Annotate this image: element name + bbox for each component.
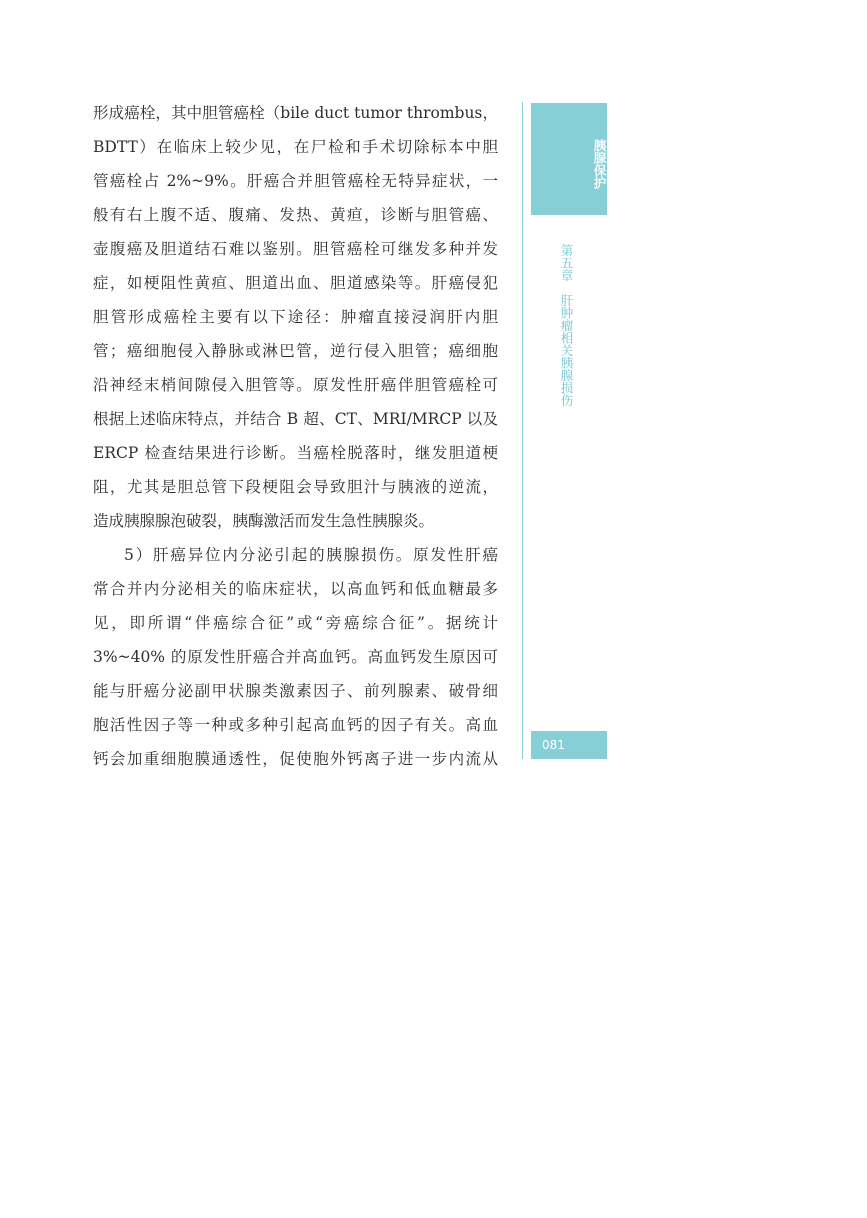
text-line: ERCP 检查结果进行诊断。当癌栓脱落时，继发胆道梗: [93, 444, 498, 462]
chapter-title: 肝肿瘤相关胰腺损伤: [559, 293, 574, 406]
text-line: 壶腹癌及胆道结石难以鉴别。胆管癌栓可继发多种并发: [93, 240, 498, 258]
chapter-heading: [554, 244, 574, 406]
text-line: 胆管形成癌栓主要有以下途径：肿瘤直接浸润肝内胆: [93, 308, 498, 326]
text-line: 沿神经末梢间隙侵入胆管等。原发性肝癌伴胆管癌栓可: [93, 376, 498, 394]
body-text: [93, 96, 498, 776]
text-line: 形成癌栓，其中胆管癌栓（bile duct tumor thrombus，: [93, 104, 498, 122]
book-title: 胰腺保护: [592, 139, 607, 189]
book-title-tab: [531, 103, 607, 215]
text-line: 造成胰腺腺泡破裂，胰酶激活而发生急性胰腺炎。: [93, 512, 435, 530]
page-number: 081: [542, 738, 565, 752]
text-line: BDTT）在临床上较少见，在尸检和手术切除标本中胆: [93, 138, 498, 156]
text-line: 见，即所谓“伴癌综合征”或“旁癌综合征”。据统计: [93, 614, 498, 632]
text-line: 钙会加重细胞膜通透性，促使胞外钙离子进一步内流从: [93, 750, 498, 768]
chapter-label: 第五章: [559, 244, 574, 282]
text-line: 5）肝癌异位内分泌引起的胰腺损伤。原发性肝癌: [124, 546, 498, 564]
text-line: 阻，尤其是胆总管下段梗阻会导致胆汁与胰液的逆流，: [93, 478, 498, 496]
text-line: 3%~40% 的原发性肝癌合并高血钙。高血钙发生原因可: [93, 648, 498, 666]
page-number-tab: [531, 731, 607, 759]
text-line: 症，如梗阻性黄疸、胆道出血、胆道感染等。肝癌侵犯: [93, 274, 498, 292]
text-line: 常合并内分泌相关的临床症状，以高血钙和低血糖最多: [93, 580, 498, 598]
text-line: 能与肝癌分泌副甲状腺类激素因子、前列腺素、破骨细: [93, 682, 498, 700]
text-line: 胞活性因子等一种或多种引起高血钙的因子有关。高血: [93, 716, 498, 734]
text-line: 管癌栓占 2%~9%。肝癌合并胆管癌栓无特异症状，一: [93, 172, 498, 190]
margin-divider: [522, 102, 523, 759]
text-line: 般有右上腹不适、腹痛、发热、黄疸，诊断与胆管癌、: [93, 206, 498, 224]
text-line: 管；癌细胞侵入静脉或淋巴管，逆行侵入胆管；癌细胞: [93, 342, 498, 360]
text-line: 根据上述临床特点，并结合 B 超、CT、MRI/MRCP 以及: [93, 410, 498, 428]
